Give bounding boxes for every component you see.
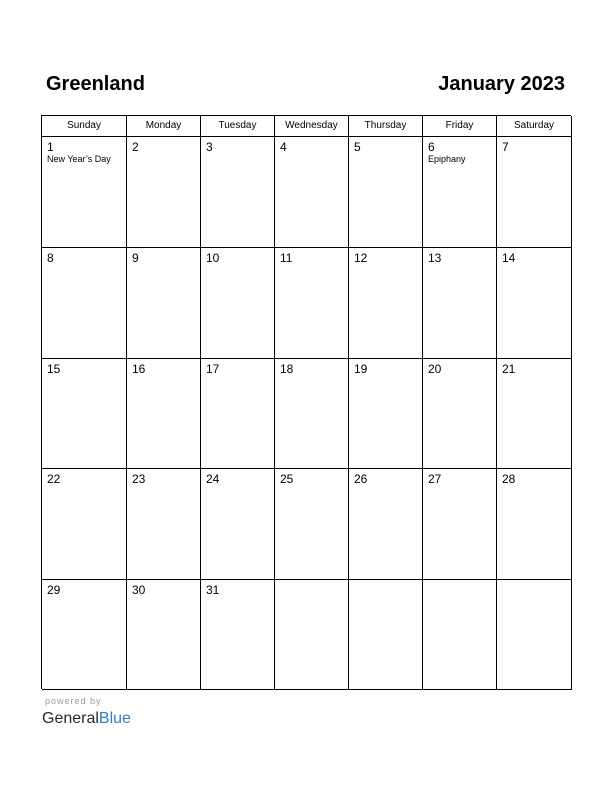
footer-branding	[42, 696, 131, 729]
day-cell	[127, 469, 201, 580]
day-number: 16	[132, 362, 146, 376]
day-number: 1	[47, 140, 54, 154]
brand-name-blue: Blue	[98, 710, 131, 727]
day-cell	[201, 580, 275, 690]
day-number: 8	[47, 251, 54, 265]
day-number: 18	[280, 362, 294, 376]
holiday-label: Epiphany	[428, 154, 466, 164]
day-cell	[201, 137, 275, 248]
day-cell	[497, 137, 572, 248]
day-cell	[275, 469, 349, 580]
day-cell	[275, 248, 349, 359]
day-cell	[349, 248, 423, 359]
day-cell	[275, 137, 349, 248]
day-cell	[42, 248, 127, 359]
day-cell	[201, 248, 275, 359]
day-number: 29	[47, 583, 61, 597]
day-cell	[127, 580, 201, 690]
day-number: 6	[428, 140, 435, 154]
day-number: 31	[206, 583, 220, 597]
day-number: 9	[132, 251, 139, 265]
day-cell	[275, 359, 349, 469]
weekday-header-wednesday: Wednesday	[275, 116, 349, 137]
day-cell	[423, 359, 497, 469]
day-cell	[127, 359, 201, 469]
day-number: 13	[428, 251, 442, 265]
day-cell	[201, 359, 275, 469]
weekday-header-friday: Friday	[423, 116, 497, 137]
day-cell	[349, 359, 423, 469]
day-number: 25	[280, 472, 294, 486]
day-cell	[423, 137, 497, 248]
day-cell	[349, 137, 423, 248]
day-cell	[42, 359, 127, 469]
brand-name-general: General	[42, 710, 99, 727]
day-number: 23	[132, 472, 146, 486]
day-number: 30	[132, 583, 146, 597]
day-cell	[42, 137, 127, 248]
day-cell	[497, 359, 572, 469]
country-title: Greenland	[46, 73, 145, 95]
day-cell	[423, 469, 497, 580]
day-number: 19	[354, 362, 368, 376]
month-year-title: January 2023	[438, 73, 565, 95]
day-number: 17	[206, 362, 220, 376]
day-number: 3	[206, 140, 213, 154]
day-number: 26	[354, 472, 368, 486]
day-cell	[127, 248, 201, 359]
weekday-header-thursday: Thursday	[349, 116, 423, 137]
day-number: 21	[502, 362, 516, 376]
day-number: 2	[132, 140, 139, 154]
day-cell	[497, 469, 572, 580]
day-number: 5	[354, 140, 361, 154]
day-cell	[423, 248, 497, 359]
day-cell	[42, 469, 127, 580]
day-number: 12	[354, 251, 368, 265]
day-cell	[497, 248, 572, 359]
day-cell	[201, 469, 275, 580]
powered-by-label: powered by	[45, 696, 102, 706]
brand-logo	[42, 709, 131, 729]
day-number: 15	[47, 362, 61, 376]
day-cell	[497, 580, 572, 690]
holiday-label: New Year’s Day	[47, 154, 111, 164]
day-number: 20	[428, 362, 442, 376]
day-number: 24	[206, 472, 220, 486]
day-number: 4	[280, 140, 287, 154]
day-cell	[127, 137, 201, 248]
day-number: 11	[280, 251, 293, 265]
day-cell	[423, 580, 497, 690]
weekday-header-saturday: Saturday	[497, 116, 572, 137]
day-cell	[275, 580, 349, 690]
day-cell	[349, 580, 423, 690]
day-number: 28	[502, 472, 516, 486]
day-cell	[42, 580, 127, 690]
day-number: 10	[206, 251, 220, 265]
day-cell	[349, 469, 423, 580]
day-number: 27	[428, 472, 442, 486]
day-number: 14	[502, 251, 516, 265]
calendar-grid	[41, 115, 571, 689]
weekday-header-monday: Monday	[127, 116, 201, 137]
day-number: 7	[502, 140, 509, 154]
weekday-header-sunday: Sunday	[42, 116, 127, 137]
day-number: 22	[47, 472, 61, 486]
weekday-header-tuesday: Tuesday	[201, 116, 275, 137]
